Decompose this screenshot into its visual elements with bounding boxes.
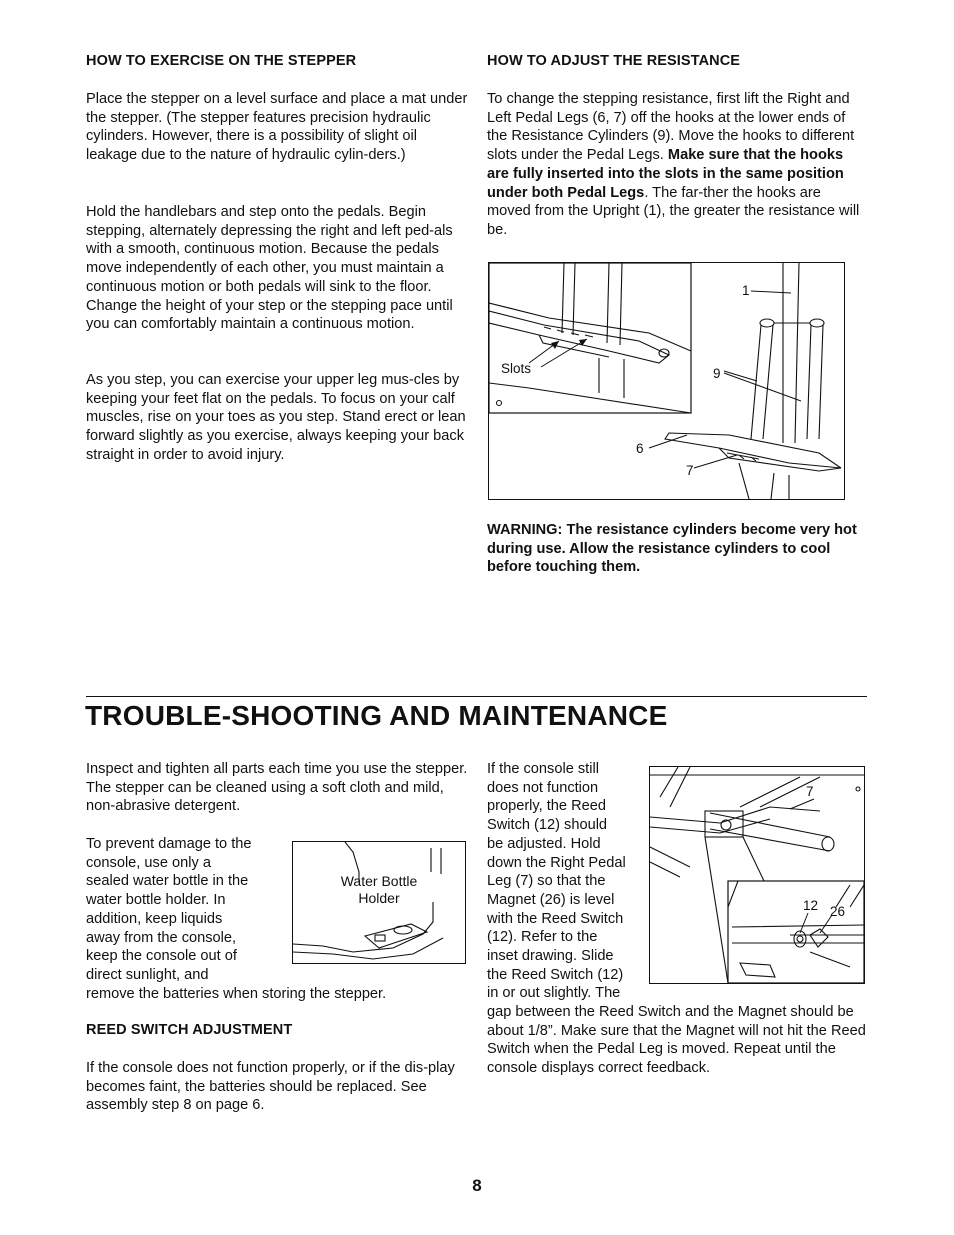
- reed-paragraph-2-tail: gap between the Reed Switch and the Magnet should be about 1/8”. Make sure that the Magnet will not hit the Reed Switch when the Pedal Leg is moved. Repeat until the console displays correct feedback.: [487, 1004, 866, 1077]
- resistance-text-b: . The far-ther the hooks are moved from the Upright (1), the greater the resistance will be.: [487, 184, 860, 238]
- label-water-bottle-holder: [293, 873, 465, 907]
- section-divider: [86, 696, 867, 697]
- resistance-text-bold: Make sure that the hooks are fully inserted into the slots in the same position under both Pedal Legs: [487, 147, 844, 201]
- water-bottle-figure: [292, 841, 466, 964]
- maintenance-line: direct sunlight, and: [86, 966, 209, 983]
- reed-line: be adjusted. Hold: [487, 835, 601, 852]
- maintenance-paragraph-2-tail: remove the batteries when storing the stepper.: [86, 986, 387, 1002]
- reed-line: in or out slightly. The: [487, 985, 621, 1002]
- maintenance-line: sealed water bottle in the: [86, 873, 249, 890]
- maintenance-paragraph-1: Inspect and tighten all parts each time you use the stepper. The stepper can be cleaned using a soft cloth and mild, non-abrasive detergent.: [86, 761, 468, 815]
- resistance-text-a: To change the stepping resistance, first lift the Right and Left Pedal Legs (6, 7) off the hooks at the lower ends of the Resistance Cylinders (9). Move the hooks to different slots under the Pedal Legs.: [487, 91, 855, 164]
- label-water-bottle-line-1: Water Bottle: [340, 873, 418, 889]
- warning-text: WARNING: The resistance cylinders become very hot during use. Allow the resistance cylinders to cool before touching them.: [487, 522, 857, 576]
- maintenance-line: keep the console out of: [86, 948, 237, 965]
- exercise-heading: HOW TO EXERCISE ON THE STEPPER: [86, 53, 357, 69]
- resistance-diagram: [489, 263, 844, 499]
- maintenance-line: To prevent damage to the: [86, 836, 252, 852]
- reed-line: inset drawing. Slide: [487, 948, 614, 965]
- reed-line: If the console still: [487, 761, 599, 777]
- section-title: TROUBLE-SHOOTING AND MAINTENANCE: [85, 700, 668, 731]
- reed-line: does not function: [487, 779, 599, 796]
- reed-switch-diagram: [650, 767, 864, 983]
- exercise-paragraph-3: As you step, you can exercise your upper leg mus-cles by keeping your feet flat on the pedals. To focus on your calf muscles, rise on your toes as you step. Stand erect or lean forward slightly as you exercise, always keeping your back straight in order to avoid injury.: [86, 372, 466, 463]
- reed-label-26: 26: [830, 904, 846, 919]
- reed-paragraph-1: If the console does not function properly, or if the dis-play becomes faint, the batteries should be replaced. See assembly step 8 on page 6.: [86, 1060, 455, 1114]
- reed-line: down the Right Pedal: [487, 854, 626, 871]
- maintenance-line: away from the console,: [86, 929, 237, 946]
- label-slots: Slots: [501, 361, 532, 376]
- resistance-paragraph: [487, 90, 865, 240]
- page-number: 8: [472, 1176, 482, 1195]
- exercise-paragraph-2: Hold the handlebars and step onto the pedals. Begin stepping, alternately depressing the right and left ped-als with a smooth, continuous motion. Because the pedals move independently of each other, you must maintain a continuous motion or both pedals will sink to the floor. Change the height of your step or the stepping pace until you can comfortably maintain a continuous motion.: [86, 204, 453, 333]
- label-1: 1: [742, 283, 750, 298]
- label-water-bottle-line-2: Holder: [358, 890, 400, 906]
- exercise-paragraph-1: Place the stepper on a level surface and place a mat under the stepper. (The stepper features precision hydraulic cylinders. However, there is a possibility of slight oil leakage due to the nature of hydraulic cylin-ders.): [86, 91, 468, 164]
- label-7: 7: [686, 463, 694, 478]
- maintenance-line: console, use only a: [86, 854, 211, 871]
- reed-switch-figure: [649, 766, 865, 984]
- maintenance-line: addition, keep liquids: [86, 910, 223, 927]
- maintenance-line: water bottle holder. In: [86, 892, 226, 909]
- reed-label-7: 7: [806, 784, 814, 799]
- reed-line: with the Reed Switch: [487, 910, 624, 927]
- label-9: 9: [713, 366, 721, 381]
- reed-line: the Reed Switch (12): [487, 966, 624, 983]
- reed-line: (12). Refer to the: [487, 929, 598, 946]
- reed-line: Switch (12) should: [487, 817, 608, 834]
- resistance-heading: HOW TO ADJUST THE RESISTANCE: [487, 53, 741, 69]
- reed-heading: REED SWITCH ADJUSTMENT: [86, 1022, 293, 1038]
- maintenance-paragraph-2: [86, 835, 286, 985]
- reed-line: Magnet (26) is level: [487, 891, 615, 908]
- reed-paragraph-2: [487, 760, 647, 1003]
- resistance-figure: [488, 262, 845, 500]
- reed-line: Leg (7) so that the: [487, 873, 606, 890]
- reed-line: properly, the Reed: [487, 798, 606, 815]
- label-6: 6: [636, 441, 644, 456]
- reed-label-12: 12: [803, 898, 819, 913]
